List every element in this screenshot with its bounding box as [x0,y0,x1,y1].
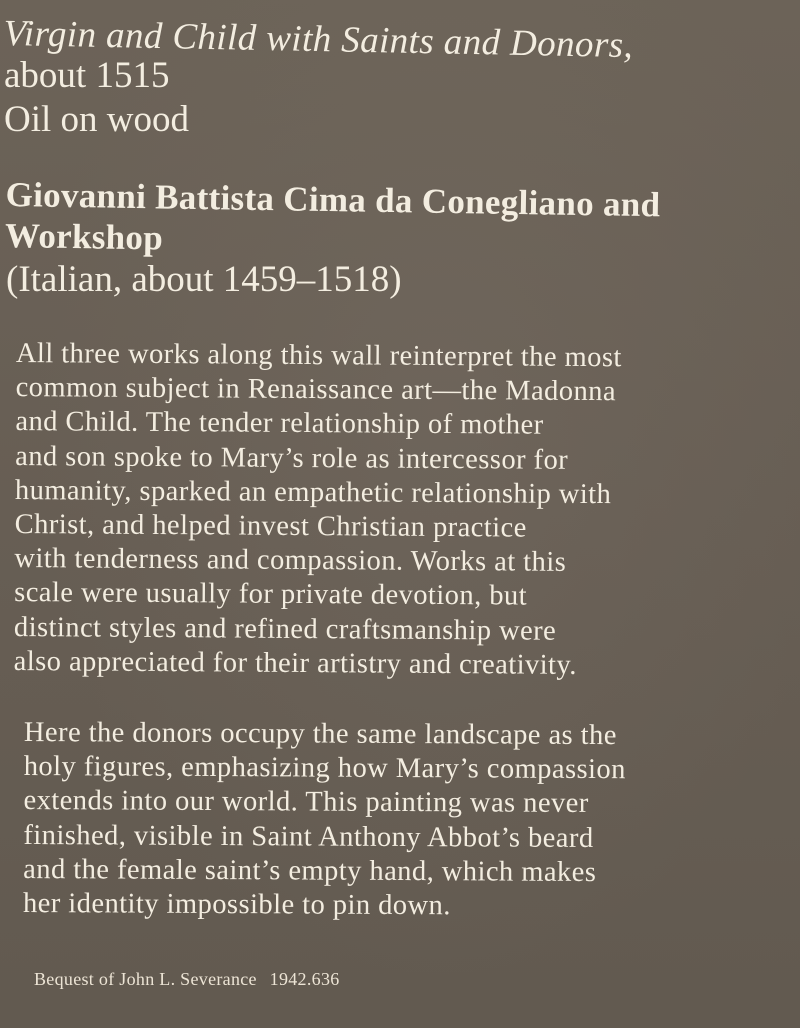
accession-number: 1942.636 [269,969,340,989]
paragraph-2-line: holy figures, emphasizing how Mary’s compassion [23,751,626,786]
paragraph-2-line: her identity impossible to pin down. [22,888,451,922]
paragraph-1-line: humanity, sparked an empathetic relationship with [14,474,612,510]
artwork-date: about 1515 [4,55,170,96]
paragraph-2-line: finished, visible in Saint Anthony Abbot’s beard [23,819,594,854]
artist-nationality-dates: (Italian, about 1459–1518) [6,259,402,300]
paragraph-1-line: and Child. The tender relationship of mother [15,406,544,442]
paragraph-1-line: and son spoke to Mary’s role as intercessor for [15,440,569,476]
paragraph-1-line: All three works along this wall reinterpret the most [15,337,622,374]
paragraph-1-line: Christ, and helped invest Christian practice [14,509,527,544]
artwork-title: Virgin and Child with Saints and Donors, [3,13,634,67]
paragraph-1-line: also appreciated for their artistry and creativity. [13,645,577,681]
artist-name-line-2: Workshop [4,215,164,258]
paragraph-2-line: Here the donors occupy the same landscape as the [23,717,617,752]
paragraph-1-line: scale were usually for private devotion, but [14,577,528,612]
paragraph-1-line: with tenderness and compassion. Works at this [14,543,567,579]
credit-text: Bequest of John L. Severance [34,969,257,989]
paragraph-2-line: extends into our world. This painting was never [23,785,589,820]
artist-name-line-1: Giovanni Battista Cima da Conegliano and [5,174,661,225]
artwork-medium: Oil on wood [4,99,189,140]
artist-name [5,174,796,268]
artist-info [6,174,796,302]
artwork-info [4,14,794,142]
description-paragraph-1 [14,337,796,684]
paragraph-1-line: common subject in Renaissance art—the Madonna [15,372,617,408]
credit-line [34,969,340,990]
paragraph-1-line: distinct styles and refined craftsmanship were [13,611,557,647]
paragraph-2-line: and the female saint’s empty hand, which makes [23,853,597,888]
description-paragraph-2 [23,716,784,925]
